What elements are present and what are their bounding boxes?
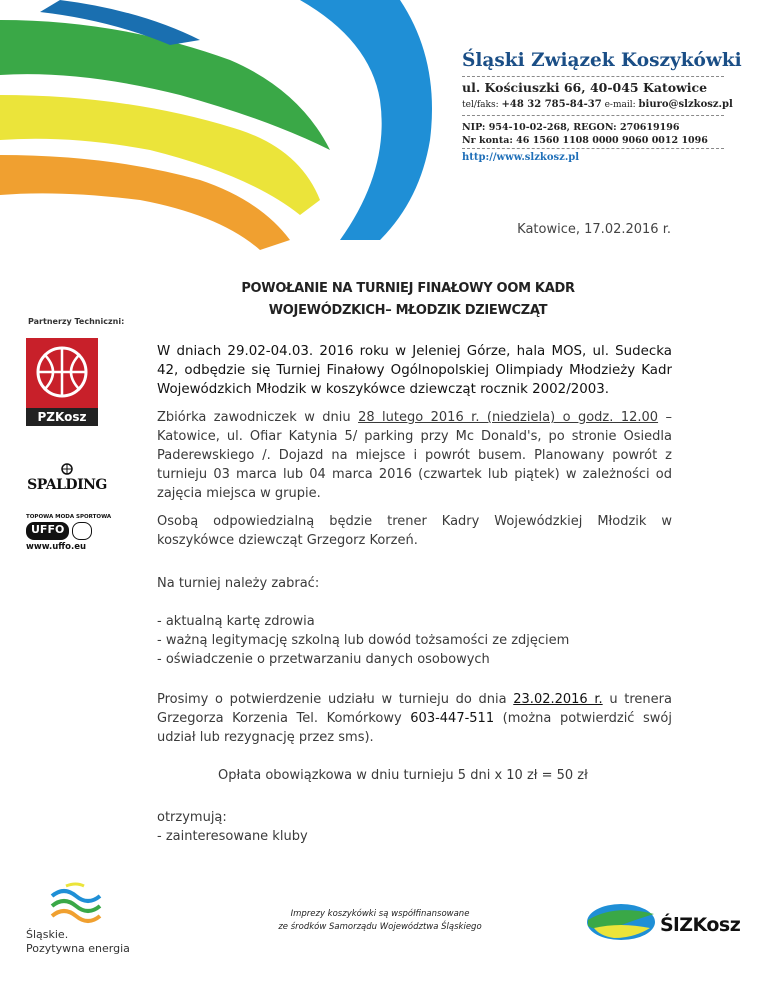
funding-note xyxy=(255,908,505,934)
uffo-emblem-icon xyxy=(72,522,92,540)
confirm-date: 23.02.2016 r. xyxy=(513,692,603,707)
divider xyxy=(462,115,724,116)
confirm-paragraph xyxy=(157,690,672,747)
org-contact xyxy=(462,99,733,110)
responsible-paragraph: Osobą odpowiedzialną będzie trener Kadry Wojewódzkiej Młodzik w koszykówce dziewcząt Grzegorz Korzeń. xyxy=(157,514,672,548)
spalding-ball-icon xyxy=(60,463,74,475)
account-line: Nr konta: 46 1560 1108 0000 9060 0012 1096 xyxy=(462,135,708,146)
title-line-2: WOJEWÓDZKICH– MŁODZIK DZIEWCZĄT xyxy=(268,303,548,318)
funding-line-2: ze środków Samorządu Województwa Śląskiego xyxy=(278,922,482,932)
gathering-pre: Zbiórka zawodniczek w dniu xyxy=(157,410,359,425)
spalding-label: SPALDING xyxy=(27,477,107,493)
title-line-1: POWOŁANIE NA TURNIEJ FINAŁOWY OOM KADR xyxy=(241,281,575,296)
uffo-logo xyxy=(26,514,118,560)
slaskie-line-1: Śląskie. xyxy=(26,928,69,941)
slzkosz-label: ŚlZKosz xyxy=(660,914,741,936)
org-name: Śląski Związek Koszykówki xyxy=(462,50,742,71)
gathering-date: 28 lutego 2016 r. (niedziela) o godz. 12.00 xyxy=(358,410,659,425)
gathering-paragraph xyxy=(157,408,672,503)
slzkosz-ball-icon xyxy=(584,898,658,944)
email-value[interactable]: biuro@slzkosz.pl xyxy=(638,99,733,110)
partners-label: Partnerzy Techniczni: xyxy=(28,317,125,326)
list-item: - ważną legitymację szkolną lub dowód tożsamości ze zdjęciem xyxy=(157,633,570,648)
uffo-url[interactable]: www.uffo.eu xyxy=(26,542,87,552)
confirm-post: (można potwierdzić swój udział lub rezygnację przez sms). xyxy=(157,711,672,745)
divider xyxy=(462,148,724,149)
date-line: Katowice, 17.02.2016 r. xyxy=(517,222,671,237)
confirm-pre: Prosimy o potwierdzenie udziału w turnieju do dnia xyxy=(157,692,514,707)
basketball-icon xyxy=(26,338,98,408)
header-ball-graphic xyxy=(0,0,440,260)
slaskie-logo-icon xyxy=(48,882,104,928)
pzkosz-logo xyxy=(26,338,98,426)
slaskie-line-2: Pozytywna energia xyxy=(26,942,130,955)
take-list xyxy=(157,612,672,669)
fee-line: Opłata obowiązkowa w dniu turnieju 5 dni x 10 zł = 50 zł xyxy=(218,768,588,783)
list-item: - oświadczenie o przetwarzaniu danych osobowych xyxy=(157,652,490,667)
gathering-post: – Katowice, ul. Ofiar Katynia 5/ parking przy Mc Donald's, po stronie Osiedla Paderewskiego /. Dojazd na miejsce i powrót busem. Planowany powrót z turnieju 03 marca lub 04 marca 2016 (czwartek lub piątek) w zależności od zajęcia miejsca w grupie. xyxy=(157,410,673,501)
lead-paragraph: W dniach 29.02-04.03. 2016 roku w Jeleniej Górze, hala MOS, ul. Sudecka 42, odbędzie się Turniej Finałowy Ogólnopolskiej Olimpiady Młodzieży Kadr Wojewódzkich Młodzik w koszykówce dziewcząt rocznik 2002/2003. xyxy=(157,344,672,397)
org-registration xyxy=(462,121,708,147)
list-item: - zainteresowane kluby xyxy=(157,829,308,844)
uffo-name: UFFO xyxy=(26,522,69,540)
take-heading: Na turniej należy zabrać: xyxy=(157,576,320,591)
divider xyxy=(462,76,724,77)
uffo-badge xyxy=(26,522,118,540)
uffo-tagline: TOPOWA MODA SPORTOWA xyxy=(26,514,112,520)
slaskie-brand xyxy=(26,928,130,956)
recipients xyxy=(157,808,672,846)
recipients-heading: otrzymują: xyxy=(157,810,227,825)
email-label: e-mail: xyxy=(604,100,636,110)
org-address: ul. Kościuszki 66, 40-045 Katowice xyxy=(462,80,708,95)
spalding-logo xyxy=(26,460,108,496)
pzkosz-label: PZKosz xyxy=(26,408,98,426)
nip-line: NIP: 954-10-02-268, REGON: 270619196 xyxy=(462,122,680,133)
confirm-mid: u trenera Grzegorza Korzenia Tel. Komórkowy xyxy=(157,692,672,726)
confirm-phone[interactable]: 603-447-511 xyxy=(410,711,495,726)
tel-label: tel/faks: xyxy=(462,100,499,110)
funding-line-1: Imprezy koszykówki są współfinansowane xyxy=(290,909,470,919)
tel-value: +48 32 785-84-37 xyxy=(501,99,602,110)
website-link[interactable]: http://www.slzkosz.pl xyxy=(462,152,580,163)
document-title xyxy=(180,278,636,322)
list-item: - aktualną kartę zdrowia xyxy=(157,614,315,629)
